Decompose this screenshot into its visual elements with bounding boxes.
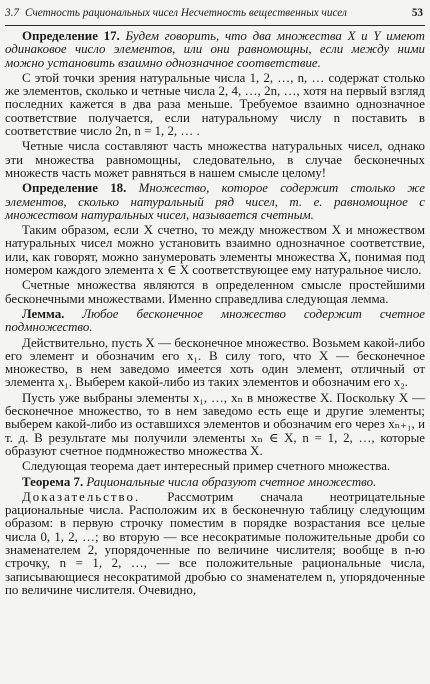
term-heading: Лемма. [22, 306, 65, 321]
page-number: 53 [411, 7, 423, 19]
running-head [5, 3, 425, 26]
page-body [5, 30, 425, 597]
paragraph [5, 491, 425, 597]
paragraph-text: Счетные множества являются в определенном смысле простейшими бесконечными множествами. Именно справедлива следующая лемма. [5, 278, 425, 306]
term-heading: Определение 18. [22, 181, 127, 196]
italic-statement: Множество, которое содержит столько же элементов, сколько натуральный ряд чисел, т. е. равномощное с множеством натуральных чисел, называется счетным. [5, 181, 425, 222]
paragraph-text: Действительно, пусть X — бесконечное множество. Возьмем какой-либо его элемент и обозначим его x₁. В силу того, что X — бесконечное множество, в нем заведомо имеется хоть один элемент, отличный от элемента x₁. Выберем какой-либо из таких элементов и обозначим его x₂. [5, 335, 425, 390]
paragraph [5, 392, 425, 458]
italic-statement: Любое бесконечное множество содержит счетное подмножество. [5, 306, 425, 335]
paragraph-text: Рассмотрим сначала неотрицательные рациональные числа. Расположим их в бесконечную таблицу следующим образом: в первую строчку поместим в порядке возрастания все целые числа 0, 1, 2, …; во вторую — все несократимые положительные дроби со знаменателем 2, упорядоченные по величине числителя; вообще в n-ю строчку, n = 1, 2, …, — все положительные рациональные числа, записывающиеся несократимой дробью со знаменателем n, упорядоченные по величине числителя. Очевидно, [5, 489, 425, 597]
paragraph [5, 140, 425, 180]
paragraph [5, 476, 425, 489]
paragraph [5, 30, 425, 70]
section-number: 3.7 [5, 7, 19, 19]
paragraph-text: С этой точки зрения натуральные числа 1, 2, …, n, … содержат столько же элементов, сколько и четные числа 2, 4, …, 2n, …, хотя на первый взгляд последних кажется в два раза меньше. Требуемое взаимно однозначное соответствие получается, если натуральному числу n поставить в соответствие число 2n, n = 1, 2, … . [5, 70, 425, 139]
paragraph [5, 182, 425, 222]
paragraph [5, 337, 425, 390]
proof-label: Доказательство. [22, 489, 141, 504]
italic-statement: Рациональные числа образуют счетное множество. [83, 474, 377, 489]
paragraph [5, 279, 425, 306]
paragraph-text: Четные числа составляют часть множества натуральных чисел, однако эти множества равномощны, следовательно, в случае бесконечных множеств часть может равняться в нашем смысле целому! [5, 139, 425, 180]
section-title: Счетность рациональных чисел Несчетность вещественных чисел [24, 7, 347, 19]
paragraph [5, 72, 425, 138]
paragraph [5, 460, 425, 473]
term-heading: Теорема 7. [22, 474, 84, 489]
paragraph-text: Пусть уже выбраны элементы x₁, …, xₙ в множестве X. Поскольку X — бесконечное множество, то в нем заведомо есть еще и другие элементы; выберем какой-либо из оставшихся элементов и обозначим его через xₙ₊₁, и т. д. В результате мы получили элементы xₙ ∈ X, n = 1, 2, …, которые образуют счетное подмножество множества X. [5, 390, 425, 458]
paragraph [5, 308, 425, 335]
term-heading: Определение 17. [22, 29, 120, 43]
paragraph-text: Таким образом, если X счетно, то между множеством X и множеством натуральных чисел можно установить взаимно однозначное соответствие, или, как говорят, можно занумеровать элементы множества X, понимая под номером каждого элемента x ∈ X соответствующее ему натуральное число. [5, 223, 425, 278]
paragraph [5, 224, 425, 277]
paragraph-text: Следующая теорема дает интересный пример счетного множества. [22, 459, 391, 474]
italic-statement: Будем говорить, что два множества X и Y имеют одинаковое число элементов, или они равномощны, если между ними можно установить взаимно однозначное соответствие. [5, 29, 425, 70]
